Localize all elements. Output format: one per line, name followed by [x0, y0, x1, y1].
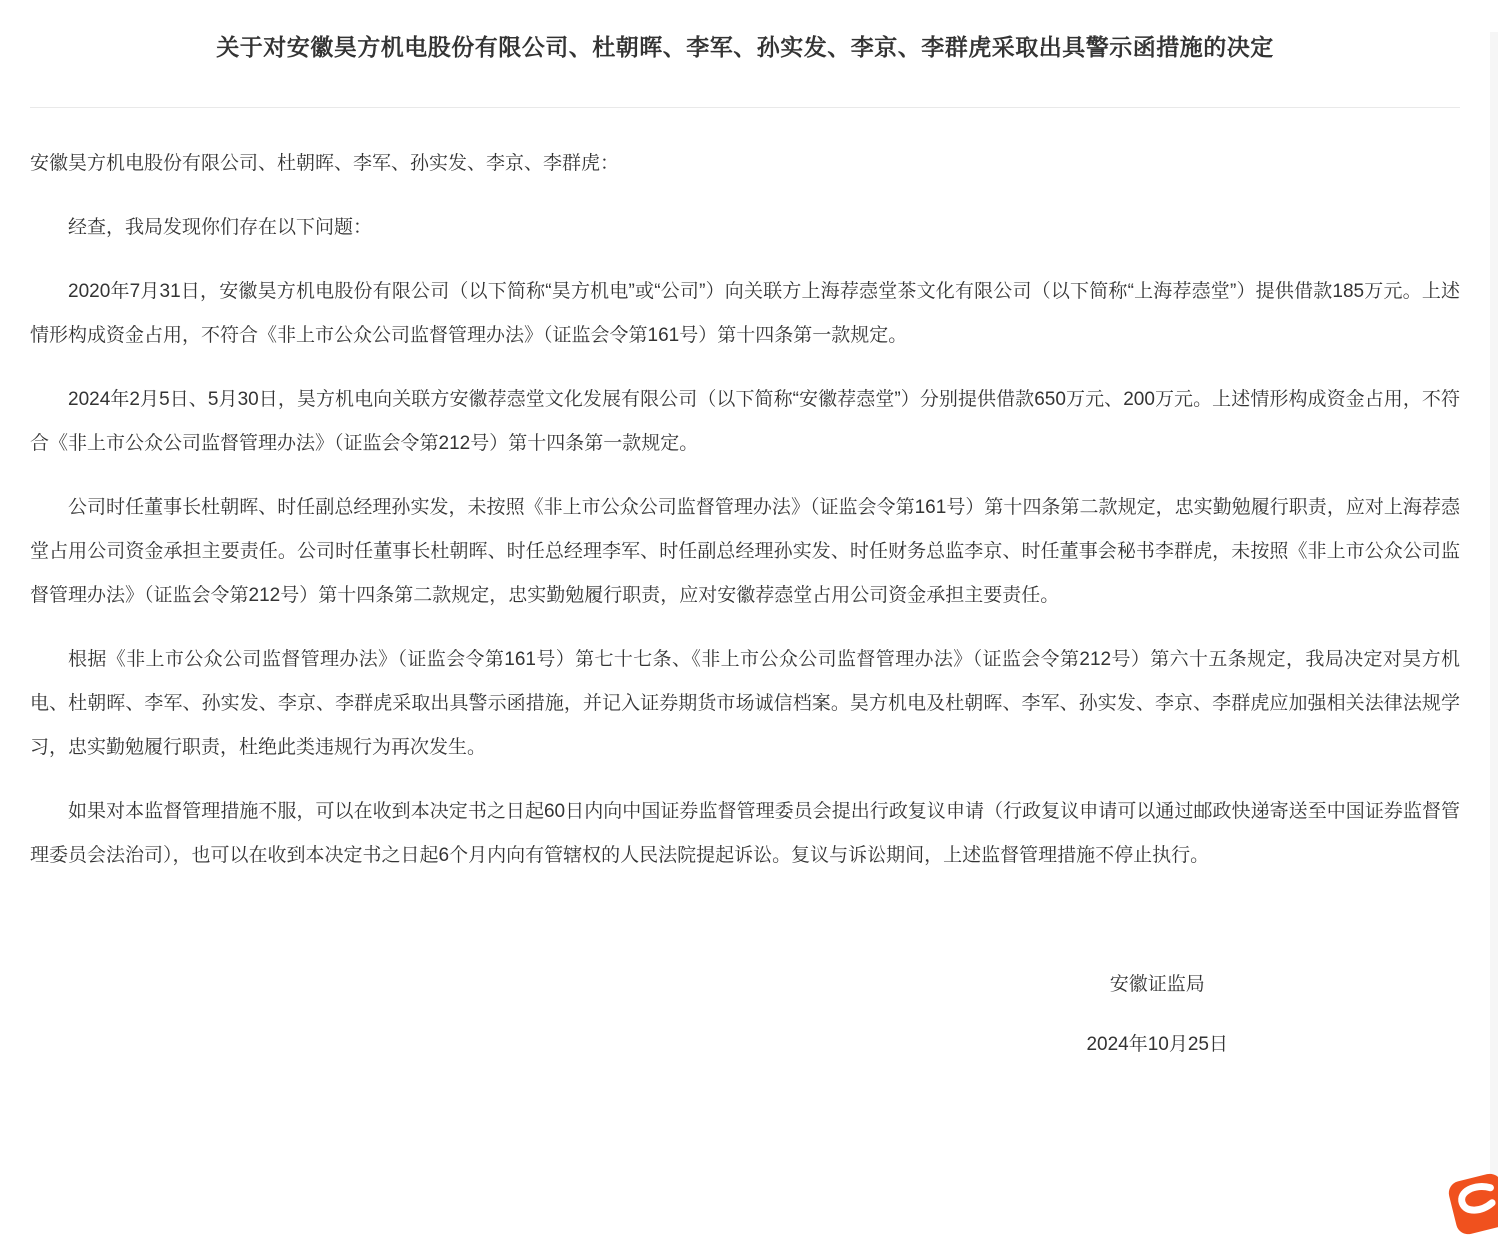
paragraph-decision: 根据《非上市公众公司监督管理办法》（证监会令第161号）第七十七条、《非上市公众公司监督管理办法》（证监会令第212号）第六十五条规定，我局决定对昊方机电、杜朝晖、李军、孙实发、李京、李群虎采取出具警示函措施，并记入证券期货市场诚信档案。昊方机电及杜朝晖、李军、孙实发、李京、李群虎应加强相关法律法规学习，忠实勤勉履行职责，杜绝此类违规行为再次发生。 — [30, 649, 1460, 758]
paragraph-intro: 经查，我局发现你们存在以下问题： — [68, 217, 373, 238]
signature-block — [1086, 963, 1228, 1067]
issuing-authority: 安徽证监局 — [1109, 974, 1205, 995]
scrollbar-track[interactable] — [1490, 32, 1498, 1203]
paragraph-appeal-rights: 如果对本监督管理措施不服，可以在收到本决定书之日起60日内向中国证券监督管理委员会提出行政复议申请（行政复议申请可以通过邮政快递寄送至中国证券监督管理委员会法治司），也可以在收到本决定书之日起6个月内向有管辖权的人民法院提起诉讼。复议与诉讼期间，上述监督管理措施不停止执行。 — [30, 801, 1460, 866]
title-divider — [30, 107, 1460, 108]
document-body — [30, 142, 1460, 1067]
paragraph-violation-2020: 2020年7月31日，安徽昊方机电股份有限公司（以下简称“昊方机电”或“公司”）向关联方上海荐悫堂茶文化有限公司（以下简称“上海荐悫堂”）提供借款185万元。上述情形构成资金占用，不符合《非上市公众公司监督管理办法》（证监会令第161号）第十四条第一款规定。 — [30, 281, 1460, 346]
document-page — [0, 32, 1498, 1067]
watermark-logo-icon — [1444, 1169, 1498, 1239]
paragraph-responsibility: 公司时任董事长杜朝晖、时任副总经理孙实发，未按照《非上市公众公司监督管理办法》（证监会令第161号）第十四条第二款规定，忠实勤勉履行职责，应对上海荐悫堂占用公司资金承担主要责任。公司时任董事长杜朝晖、时任总经理李军、时任副总经理孙实发、时任财务总监李京、时任董事会秘书李群虎，未按照《非上市公众公司监督管理办法》（证监会令第212号）第十四条第二款规定，忠实勤勉履行职责，应对安徽荐悫堂占用公司资金承担主要责任。 — [30, 497, 1460, 606]
issue-date: 2024年10月25日 — [1086, 1034, 1228, 1055]
page-title: 关于对安徽昊方机电股份有限公司、杜朝晖、李军、孙实发、李京、李群虎采取出具警示函措施的决定 — [216, 34, 1274, 60]
addressee-line: 安徽昊方机电股份有限公司、杜朝晖、李军、孙实发、李京、李群虎： — [30, 153, 620, 174]
paragraph-violation-2024: 2024年2月5日、5月30日，昊方机电向关联方安徽荐悫堂文化发展有限公司（以下简称“安徽荐悫堂”）分别提供借款650万元、200万元。上述情形构成资金占用，不符合《非上市公众公司监督管理办法》（证监会令第212号）第十四条第一款规定。 — [30, 389, 1460, 454]
